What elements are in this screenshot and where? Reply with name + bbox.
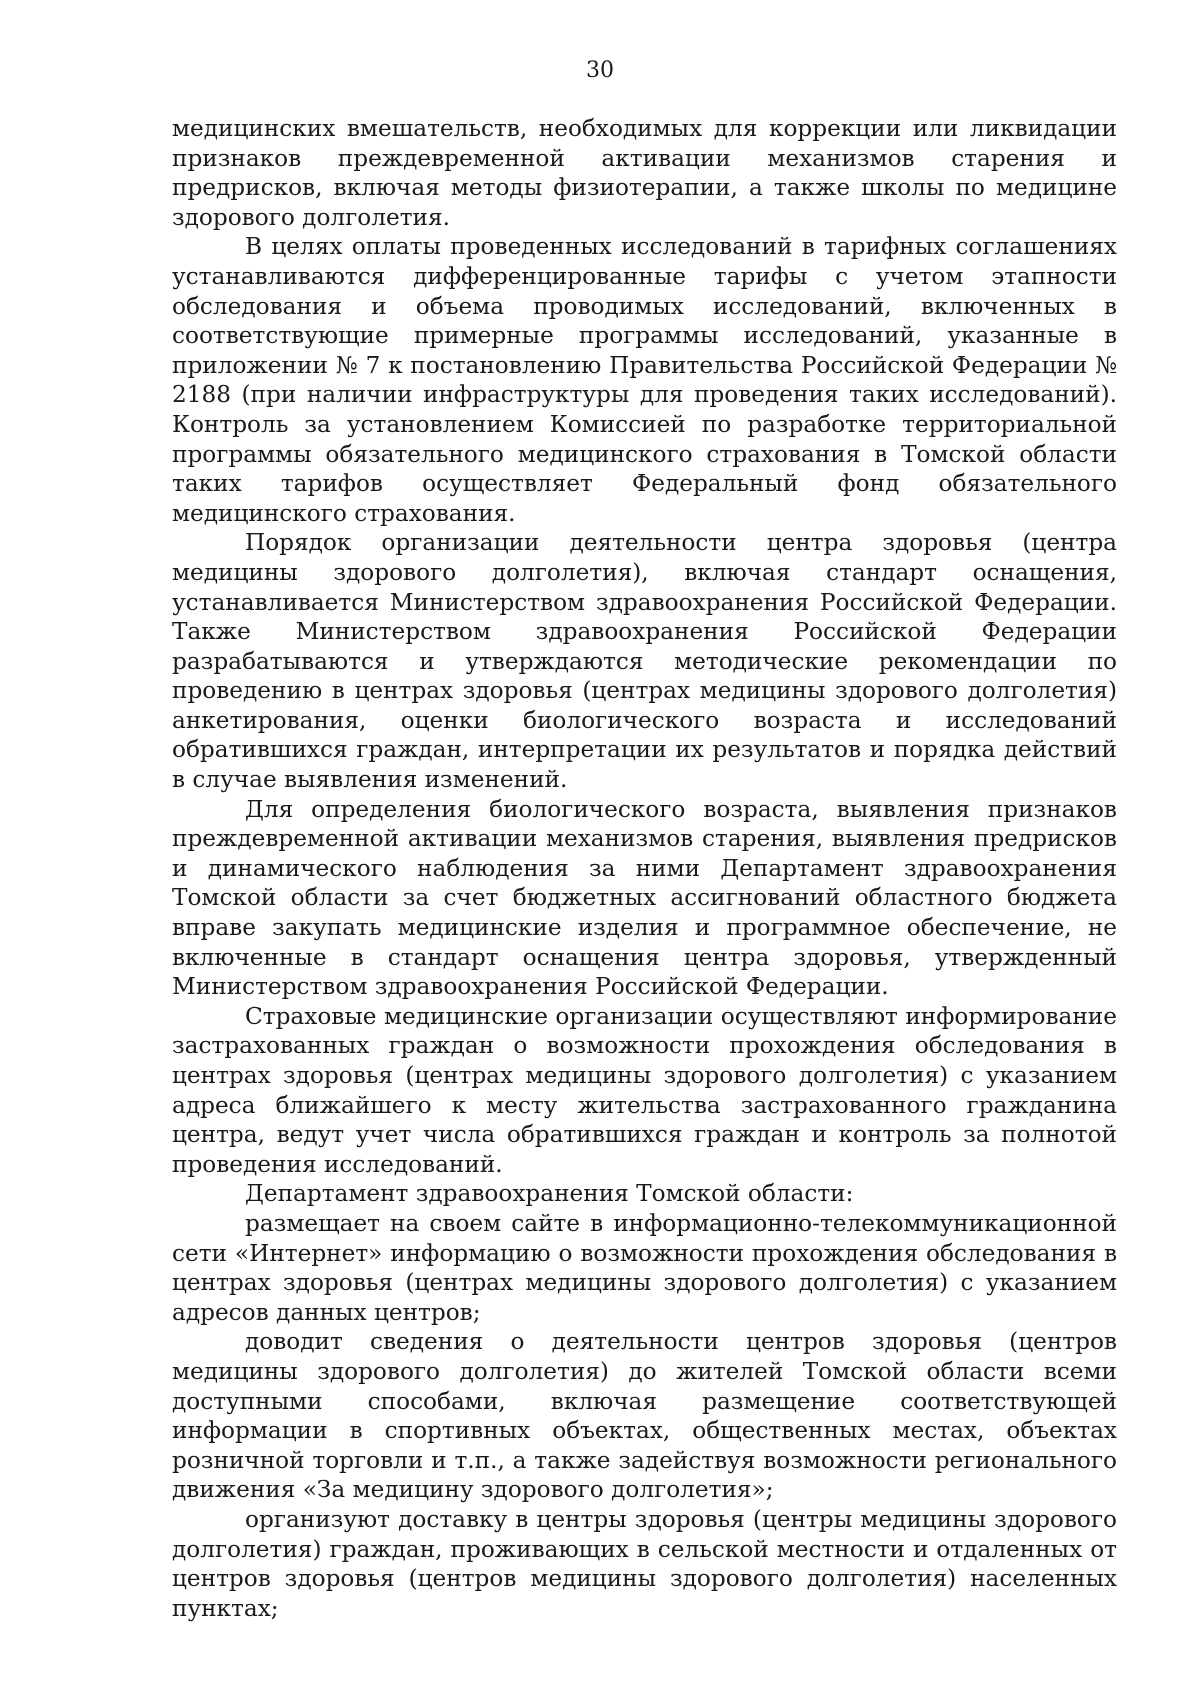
paragraph-center-organization: Порядок организации деятельности центра здоровья (центра медицины здорового долголетия), включая стандарт оснащения, устанавливается Министерством здравоохранения Российской Федерации. Также Министерством здравоохранения Российской Федерации разрабатываются и утверждаются методические рекомендации по проведению в центрах здоровья (центрах медицины здорового долголетия) анкетирования, оценки биологического возраста и исследований обратившихся граждан, интерпретации их результатов и порядка действий в случае выявления изменений. xyxy=(172,529,1117,794)
paragraph-inform-residents: доводит сведения о деятельности центров здоровья (центров медицины здорового долголетия) до жителей Томской области всеми доступными способами, включая размещение соответствующей информации в спортивных объектах, общественных местах, объектах розничной торговли и т.п., а также задействуя возможности регионального движения «За медицину здорового долголетия»; xyxy=(172,1328,1117,1504)
paragraph-website-info: размещает на своем сайте в информационно-телекоммуникационной сети «Интернет» информацию о возможности прохождения обследования в центрах здоровья (центрах медицины здорового долголетия) с указанием адресов данных центров; xyxy=(172,1209,1117,1326)
paragraph-biological-age: Для определения биологического возраста, выявления признаков преждевременной активации механизмов старения, выявления предрисков и динамического наблюдения за ними Департамент здравоохранения Томской области за счет бюджетных ассигнований областного бюджета вправе закупать медицинские изделия и программное обеспечение, не включенные в стандарт оснащения центра здоровья, утвержденный Министерством здравоохранения Российской Федерации. xyxy=(172,795,1117,1001)
document-body xyxy=(172,114,1117,1623)
paragraph-insurance-organizations: Страховые медицинские организации осуществляют информирование застрахованных граждан о возможности прохождения обследования в центрах здоровья (центрах медицины здорового долголетия) с указанием адреса ближайшего к месту жительства застрахованного гражданина центра, ведут учет числа обратившихся граждан и контроль за полнотой проведения исследований. xyxy=(172,1002,1117,1178)
paragraph-delivery: организуют доставку в центры здоровья (центры медицины здорового долголетия) граждан, проживающих в сельской местности и отдаленных от центров здоровья (центров медицины здорового долголетия) населенных пунктах; xyxy=(172,1505,1117,1622)
paragraph-continuation: медицинских вмешательств, необходимых для коррекции или ликвидации признаков преждевременной активации механизмов старения и предрисков, включая методы физиотерапии, а также школы по медицине здорового долголетия. xyxy=(172,115,1117,231)
paragraph-tariffs: В целях оплаты проведенных исследований в тарифных соглашениях устанавливаются дифференцированные тарифы с учетом этапности обследования и объема проводимых исследований, включенных в соответствующие примерные программы исследований, указанные в приложении № 7 к постановлению Правительства Российской Федерации № 2188 (при наличии инфраструктуры для проведения таких исследований). Контроль за установлением Комиссией по разработке территориальной программы обязательного медицинского страхования в Томской области таких тарифов осуществляет Федеральный фонд обязательного медицинского страхования. xyxy=(172,233,1117,527)
page-number: 30 xyxy=(586,58,614,83)
paragraph-department-intro: Департамент здравоохранения Томской области: xyxy=(245,1180,854,1208)
